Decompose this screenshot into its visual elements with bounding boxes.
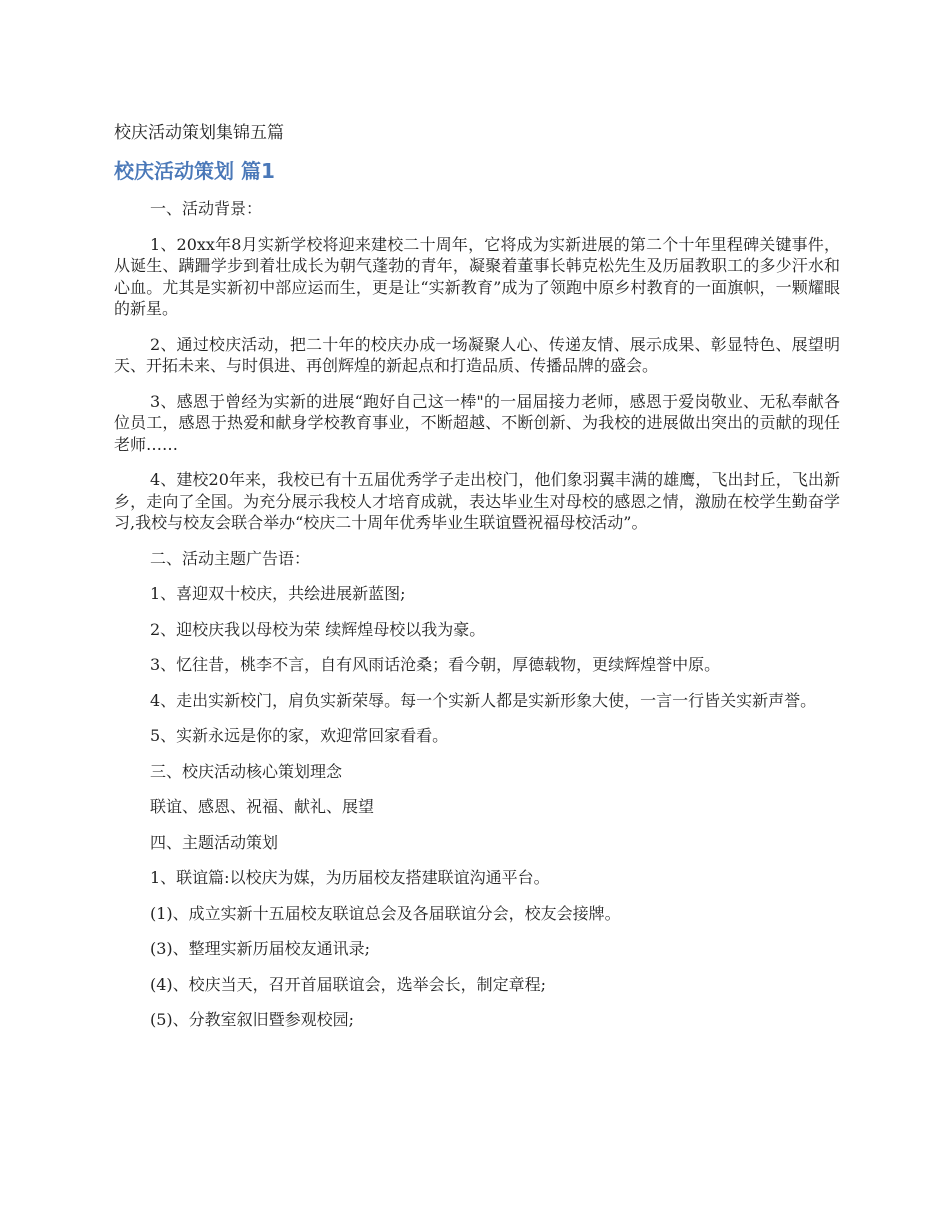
paragraph-planning-1: 1、联谊篇:以校庆为媒，为历届校友搭建联谊沟通平台。 — [150, 868, 550, 887]
paragraph-planning-item-1: (1)、成立实新十五届校友联谊总会及各届联谊分会，校友会接牌。 — [150, 903, 621, 923]
paragraph-concept-keywords: 联谊、感恩、祝福、献礼、展望 — [150, 797, 375, 816]
paragraph-slogan-2: 2、迎校庆我以母校为荣 续辉煌母校以我为豪。 — [150, 619, 486, 639]
paragraph-slogan-5: 5、实新永远是你的家，欢迎常回家看看。 — [150, 726, 449, 745]
paragraph-planning-item-3: (3)、整理实新历届校友通讯录; — [150, 939, 371, 958]
paragraph-planning-heading: 四、主题活动策划 — [150, 832, 279, 852]
document-title: 校庆活动策划集锦五篇 — [114, 123, 284, 143]
paragraph-background-1: 1、20xx年8月实新学校将迎来建校二十周年，它将成为实新进展的第二个十年里程碑关键事件，从诞生、蹒跚学步到着壮成长为朝气蓬勃的青年，凝聚着董事长韩克松先生及历届教职工的多少汗水和心血。尤其是实新初中部应运而生，更是让“实新教育”成为了领跑中原乡村教育的一面旗帜，一颗耀眼的新星。 — [114, 234, 840, 318]
document-page — [114, 122, 840, 1045]
paragraph-background-heading: 一、活动背景： — [150, 199, 263, 218]
paragraph-slogan-3: 3、忆往昔，桃李不言，自有风雨话沧桑；看今朝，厚德载物，更续辉煌誉中原。 — [150, 655, 721, 674]
paragraph-slogan-heading: 二、活动主题广告语： — [150, 548, 311, 568]
paragraph-slogan-1: 1、喜迎双十校庆，共绘进展新蓝图; — [150, 584, 406, 603]
paragraph-background-3: 3、感恩于曾经为实新的进展“跑好自己这一棒"的一届届接力老师，感恩于爱岗敬业、无私奉献各位员工，感恩于热爱和献身学校教育事业，不断超越、不断创新、为我校的进展做出突出的贡献的现任老师…… — [114, 391, 840, 454]
section-heading: 校庆活动策划 篇1 — [114, 159, 275, 183]
paragraph-background-2: 2、通过校庆活动，把二十年的校庆办成一场凝聚人心、传递友情、展示成果、彰显特色、展望明天、开拓未来、与时俱进、再创辉煌的新起点和打造品质、传播品牌的盛会。 — [114, 334, 840, 375]
paragraph-concept-heading: 三、校庆活动核心策划理念 — [150, 761, 343, 781]
paragraph-background-4: 4、建校20年来，我校已有十五届优秀学子走出校门，他们象羽翼丰满的雄鹰，飞出封丘，飞出新乡，走向了全国。为充分展示我校人才培育成就，表达毕业生对母校的感恩之情，激励在校学生勤奋学习,我校与校友会联合举办“校庆二十周年优秀毕业生联谊暨祝福母校活动”。 — [114, 470, 840, 532]
paragraph-planning-item-5: (5)、分教室叙旧暨参观校园; — [150, 1010, 355, 1029]
paragraph-planning-item-4: (4)、校庆当天，召开首届联谊会，选举会长，制定章程; — [150, 974, 547, 994]
paragraph-slogan-4: 4、走出实新校门，肩负实新荣辱。每一个实新人都是实新形象大使，一言一行皆关实新声誉。 — [150, 690, 817, 710]
